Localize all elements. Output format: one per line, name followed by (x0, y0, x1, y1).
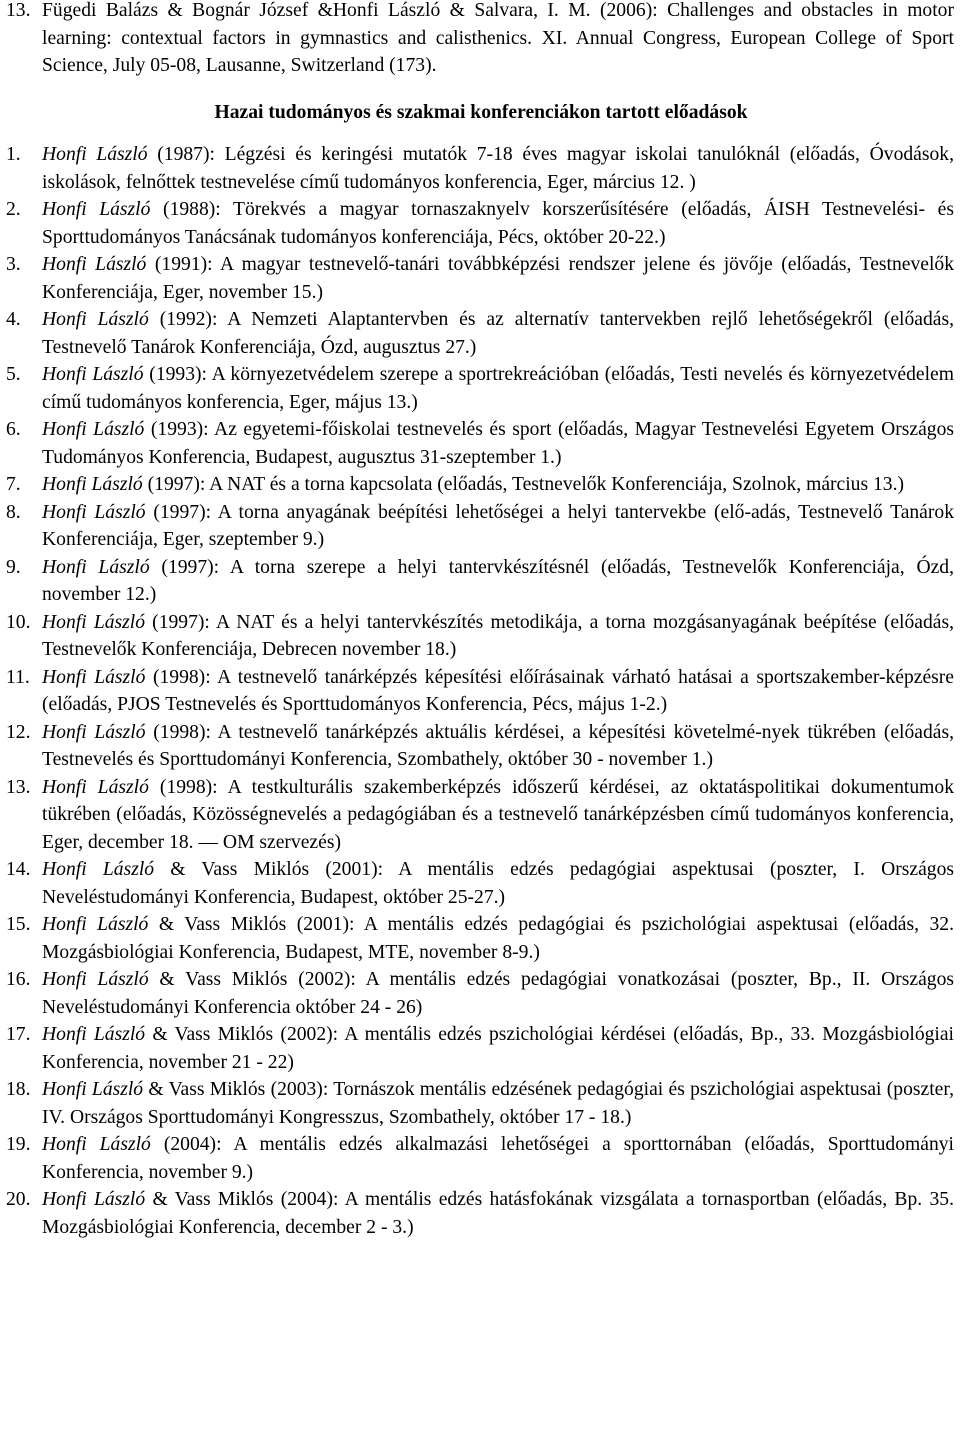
author-name: Honfi László (42, 556, 150, 578)
item-text (42, 856, 954, 911)
item-text (42, 664, 954, 719)
author-name: Honfi László (42, 144, 148, 165)
list-item (6, 1186, 956, 1241)
list-item (6, 361, 956, 416)
item-text: Fügedi Balázs & Bognár József &Honfi László & Salvara, I. M. (2006): Challenges and obstacles in motor learning: contextual factors in gymnastics and calisthenics. XI. Annual Congress, European College of Sport Science, July 05-08, Lausanne, Switzerland (173). (42, 0, 954, 76)
item-number: 1. (6, 144, 21, 165)
author-name: Honfi László (42, 1079, 144, 1100)
list-item (6, 306, 956, 361)
item-text (42, 1076, 954, 1131)
author-name: Honfi László (42, 254, 147, 275)
item-text (42, 416, 954, 471)
entry-details: (1997): A torna anyagának beépítési lehetőségei a helyi tantervekbe (elő-adás, Testnevelő Tanárok Konferenciája, Eger, szeptember 9.) (42, 501, 955, 550)
author-name: Honfi László (42, 969, 149, 990)
list-item (6, 664, 956, 719)
author-name: Honfi László (42, 1189, 146, 1210)
entry-details: & Vass Miklós (2004): A mentális edzés hatásfokának vizsgálata a tornasportban (előadás, Bp. 35. Mozgásbiológiai Konferencia, december 2 - 3.) (42, 1189, 954, 1238)
list-item (6, 609, 956, 664)
list-item (6, 141, 956, 196)
publication-list-continued (6, 0, 956, 80)
list-item (6, 856, 956, 911)
author-name: Honfi László (42, 199, 151, 220)
author-name: Honfi László (42, 364, 144, 385)
item-number: 4. (6, 309, 21, 330)
item-text (42, 499, 954, 554)
author-name: Honfi László (42, 1134, 151, 1155)
item-number: 6. (6, 419, 21, 440)
list-item (6, 1021, 956, 1076)
author-name: Honfi László (42, 501, 146, 523)
item-number: 17. (6, 1024, 31, 1045)
item-number: 9. (6, 556, 21, 578)
list-item (6, 416, 956, 471)
entry-details: (1993): A környezetvédelem szerepe a sportrekreációban (előadás, Testi nevelés és környezetvédelem című tudományos konferencia, Eger, május 13.) (42, 364, 954, 413)
item-number: 10. (6, 611, 31, 633)
item-text (42, 609, 954, 664)
author-name: Honfi László (42, 611, 145, 633)
item-number: 18. (6, 1079, 31, 1100)
author-name: Honfi László (42, 666, 146, 688)
item-text (42, 1186, 954, 1241)
item-text (42, 966, 954, 1021)
item-number: 16. (6, 969, 31, 990)
item-number: 15. (6, 914, 31, 935)
entry-details: (2004): A mentális edzés alkalmazási lehetőségei a sporttornában (előadás, Sporttudományi Konferencia, november 9.) (42, 1134, 954, 1183)
item-text (42, 719, 954, 774)
section-heading: Hazai tudományos és szakmai konferenciákon tartott előadások (214, 101, 748, 123)
item-text (42, 306, 954, 361)
entry-details: (1997): A NAT és a helyi tantervkészítés metodikája, a torna mozgásanyagának beépítése (előadás, Testnevelők Konferenciája, Debrecen november 18.) (42, 611, 954, 660)
item-number: 3. (6, 254, 21, 275)
entry-details: & Vass Miklós (2002): A mentális edzés pedagógiai vonatkozásai (poszter, Bp., II. Országos Neveléstudományi Konferencia október 24 - 26) (42, 969, 954, 1018)
entry-details: (1992): A Nemzeti Alaptantervben és az alternatív tantervekben rejlő lehetőségekről (előadás, Testnevelő Tanárok Konferenciája, Ózd, augusztus 27.) (42, 309, 954, 358)
conference-talk-list (6, 141, 956, 1241)
item-number: 11. (6, 666, 30, 688)
author-name: Honfi László (42, 721, 146, 743)
author-name: Honfi László (42, 1024, 146, 1045)
entry-details: (1991): A magyar testnevelő-tanári továbbképzési rendszer jelene és jövője (előadás, Testnevelők Konferenciája, Eger, november 15.) (42, 254, 954, 303)
entry-details: (1987): Légzési és keringési mutatók 7-18 éves magyar iskolai tanulóknál (előadás, Óvodások, iskolások, felnőttek testnevelése című tudományos konferencia, Eger, március 12. ) (42, 144, 954, 193)
entry-details: & Vass Miklós (2001): A mentális edzés pedagógiai és pszichológiai aspektusai (előadás, 32. Mozgásbiológiai Konferencia, Budapest, MTE, november 8-9.) (42, 914, 954, 963)
list-item (6, 719, 956, 774)
item-number: 8. (6, 501, 21, 523)
item-number: 13. (6, 776, 31, 798)
item-text (42, 196, 954, 251)
author-name: Honfi László (42, 309, 149, 330)
item-number: 2. (6, 199, 21, 220)
item-text (42, 911, 954, 966)
list-item (6, 554, 956, 609)
entry-details: (1988): Törekvés a magyar tornaszaknyelv korszerűsítésére (előadás, ÁISH Testnevelési- és Sporttudományos Tanácsának tudományos konferenciája, Pécs, október 20-22.) (42, 199, 955, 248)
item-text (42, 554, 954, 609)
entry-details: & Vass Miklós (2003): Tornászok mentális edzésének pedagógiai és pszichológiai aspektusai (poszter, IV. Országos Sporttudományi Kongresszus, Szombathely, október 17 - 18.) (42, 1079, 954, 1128)
list-item (6, 774, 956, 857)
item-text (42, 141, 954, 196)
list-item (6, 1076, 956, 1131)
item-number: 12. (6, 721, 31, 743)
author-name: Honfi László (42, 859, 155, 880)
entry-details: (1998): A testnevelő tanárképzés aktuális kérdései, a képesítési követelmé-nyek tükrében (előadás, Testnevelés és Sporttudományi Konferencia, Szombathely, október 30 - november 1.) (42, 721, 954, 770)
item-text (42, 471, 954, 499)
list-item (6, 499, 956, 554)
item-text (42, 1021, 954, 1076)
item-number: 13. (6, 0, 31, 21)
entry-details: & Vass Miklós (2001): A mentális edzés pedagógiai aspektusai (poszter, I. Országos Neveléstudományi Konferencia, Budapest, október 25-27.) (42, 859, 954, 908)
item-number: 5. (6, 364, 21, 385)
author-name: Honfi László (42, 914, 149, 935)
item-text (42, 774, 954, 857)
entry-details: (1997): A torna szerepe a helyi tantervkészítésnél (előadás, Testnevelők Konferenciája, Ózd, november 12.) (42, 556, 954, 605)
entry-details: & Vass Miklós (2002): A mentális edzés pszichológiai kérdései (előadás, Bp., 33. Mozgásbiológiai Konferencia, november 21 - 22) (42, 1024, 954, 1073)
author-name: Honfi László (42, 776, 149, 798)
item-number: 14. (6, 859, 31, 880)
entry-details: (1997): A NAT és a torna kapcsolata (előadás, Testnevelők Konferenciája, Szolnok, március 13.) (142, 474, 905, 495)
author-name: Honfi László (42, 419, 145, 440)
list-item (6, 911, 956, 966)
entry-details: (1993): Az egyetemi-főiskolai testnevelés és sport (előadás, Magyar Testnevelési Egyetem Országos Tudományos Konferencia, Budapest, augusztus 31-szeptember 1.) (42, 419, 954, 468)
list-item (6, 966, 956, 1021)
item-text (42, 361, 954, 416)
item-text (42, 1131, 954, 1186)
item-number: 19. (6, 1134, 31, 1155)
item-text (42, 251, 954, 306)
entry-details: (1998): A testnevelő tanárképzés képesítési előírásainak várható hatásai a sportszakember-képzésre (előadás, PJOS Testnevelés és Sporttudományos Konferencia, Pécs, május 1-2.) (42, 666, 955, 715)
list-item (6, 0, 956, 80)
list-item (6, 471, 956, 499)
list-item (6, 1131, 956, 1186)
item-number: 7. (6, 474, 21, 495)
entry-details: (1998): A testkulturális szakemberképzés időszerű kérdései, az oktatáspolitikai dokumentumok tükrében (előadás, Közösségnevelés a pedagógiában és a testnevelő tanárképzésben című tudományos konferencia, Eger, december 18. — OM szervezés) (42, 776, 955, 853)
list-item (6, 196, 956, 251)
item-number: 20. (6, 1189, 31, 1210)
list-item (6, 251, 956, 306)
author-name: Honfi László (42, 474, 143, 495)
